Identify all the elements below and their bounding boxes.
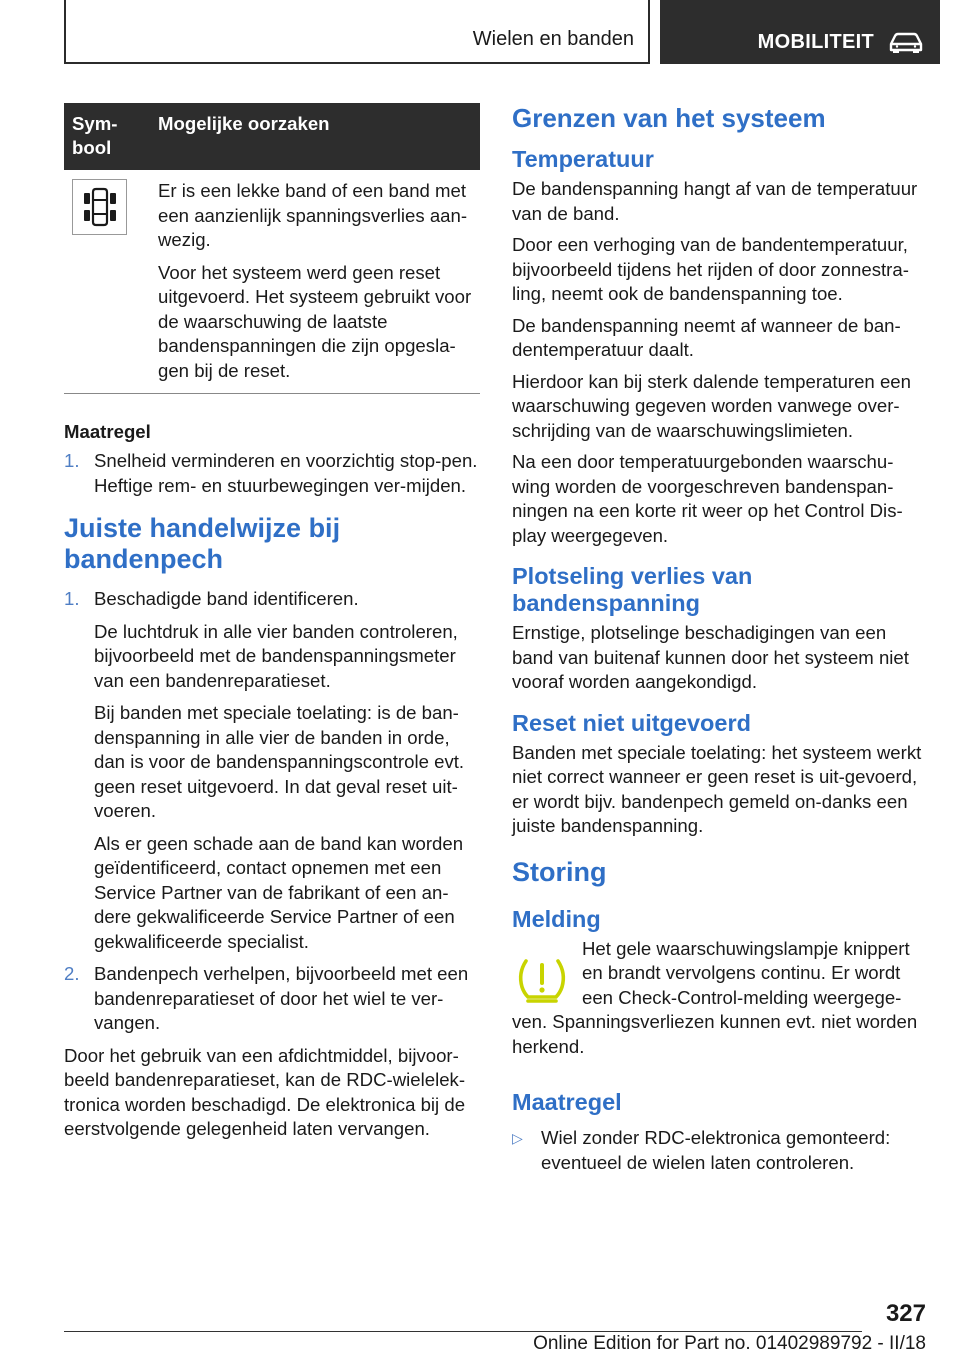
left-column [64, 103, 480, 1142]
melding-text: Het gele waarschuwingslampje knippert en brandt vervolgens continu. Er wordt een Check-Control-melding weergege- [582, 937, 910, 1008]
closing-paragraph: Door het gebruik van een afdichtmiddel, bijvoor-beeld bandenreparatieset, kan de RDC-wielelek-tronica worden beschadigd. De elektronica bij de eerstvolgende gelegenheid laten vervangen. [64, 1044, 466, 1139]
heading-temperatuur: Temperatuur [512, 146, 654, 172]
header-chapter-tab [660, 0, 940, 64]
section-heading-bandenpech: Juiste handelwijze bij bandenpech [64, 513, 341, 574]
symbol-cell [72, 179, 127, 235]
maatregel-heading: Maatregel [64, 421, 151, 442]
list-item: 2. Bandenpech verhelpen, bijvoorbeeld met een bandenreparatieset of door het wiel te ver-vangen. [64, 963, 469, 1033]
heading-grenzen: Grenzen van het systeem [512, 103, 826, 133]
list-number: 2. [64, 963, 80, 984]
table-header-symbol: Sym- bool [64, 103, 150, 170]
list-item: ▷ Wiel zonder RDC-elektronica gemonteerd: eventueel de wielen laten controleren. [512, 1127, 891, 1173]
symbol-table [64, 103, 480, 394]
cause-text-2: Voor het systeem werd geen reset uitgevoerd. Het systeem gebruikt voor de waarschuwing de laatste bandenspanningen die zijn opgesla-gen bij de reset. [158, 261, 472, 381]
page-number: 327 [885, 1300, 926, 1327]
car-four-wheels-warning-icon [83, 186, 117, 228]
list-item: 1. Beschadigde band identificeren. De luchtdruk in alle vier banden controleren, bijvoorbeeld met de bandenspanningsmeter van een bandenreparatieset. Bij banden met speciale toelating: is de ban-denspanning in alle vier de banden in orde, dan is voor de bandenspanningscontrole evt. geen reset uitgevoerd. In dat geval reset uit-voeren. Als er geen schade aan de band kan worden geïdentificeerd, contact opnemen met een Service Partner van de fabrikant of een an-dere gekwalificeerde Service Partner of een gekwalificeerde specialist. [64, 588, 465, 952]
heading-reset: Reset niet uitgevoerd [512, 709, 751, 736]
melding-text-continued: ven. Spanningsverliezen kunnen evt. niet worden herkend. [512, 1011, 918, 1057]
table-header-causes: Mogelijke oorzaken [150, 103, 480, 170]
list-number: 1. [64, 450, 80, 471]
cause-text-1: Er is een lekke band of een band met een aanzienlijk spanningsverlies aan-wezig. [158, 180, 468, 250]
car-icon [888, 30, 924, 54]
table-row [64, 170, 480, 394]
list-number: 1. [64, 588, 80, 609]
header-section-tab [64, 0, 650, 64]
header-section-title: Wielen en banden [472, 28, 634, 50]
heading-maatregel-right: Maatregel [512, 1089, 622, 1115]
maatregel-bullet-list [512, 1126, 930, 1175]
right-column: Grenzen van het systeem Temperatuur De bandenspanning hangt af van de temperatuur van de band. Door een verhoging van de bandentemperatuur, bijvoorbeeld tijdens het rijden of door zonnestra-ling, neemt ook de bandenspanning toe. De bandenspanning neemt af wanneer de ban-dentemperatuur daalt. Hierdoor kan bij sterk dalende temperaturen een waarschuwing gegeven worden vanwege over-schrijding van de waarschuwingslimieten. Na een door temperatuurgebonden waarschu-wing worden de voorgeschreven bandenspan-ningen na een korte rit weer op het Control Dis-play weergegeven. Plotseling verlies van bandenspanning Ernstige, plotselinge beschadigingen van een band van buitenaf kunnen door het systeem niet vooraf worden aangekondigd. Reset niet uitgevoerd Banden met speciale toelating: het systeem werkt niet correct wanneer er geen reset is uit-gevoerd, er wordt bijv. bandenpech gemeld on-danks een juiste bandenspanning. Storing Melding Het gele waarschuwingslampje knippert en brandt vervolgens continu. Er wordt een Check-Control-melding weergege- ven. Spanningsverliezen kunnen evt. niet worden herkend. Maatregel ▷ Wiel zonder RDC-elektronica gemonteerd: eventueel de wielen laten controleren. [512, 103, 930, 1175]
header-chapter-title: MOBILITEIT [757, 31, 874, 53]
footer-edition: Online Edition for Part no. 01402989792 - II/18 [533, 1333, 926, 1354]
steps-list [64, 587, 480, 1036]
melding-block [512, 937, 930, 1011]
heading-melding: Melding [512, 905, 601, 932]
heading-plotseling: Plotseling verlies van bandenspanning [512, 563, 753, 616]
footer-divider [64, 1331, 862, 1332]
list-item: 1. Snelheid verminderen en voorzichtig stop-pen. Heftige rem- en stuurbewegingen ver-mijden. [64, 450, 478, 496]
triangle-bullet-icon: ▷ [512, 1130, 523, 1146]
tire-pressure-warning-icon [516, 955, 568, 1005]
maatregel-list [64, 449, 480, 498]
heading-storing: Storing [512, 856, 607, 887]
